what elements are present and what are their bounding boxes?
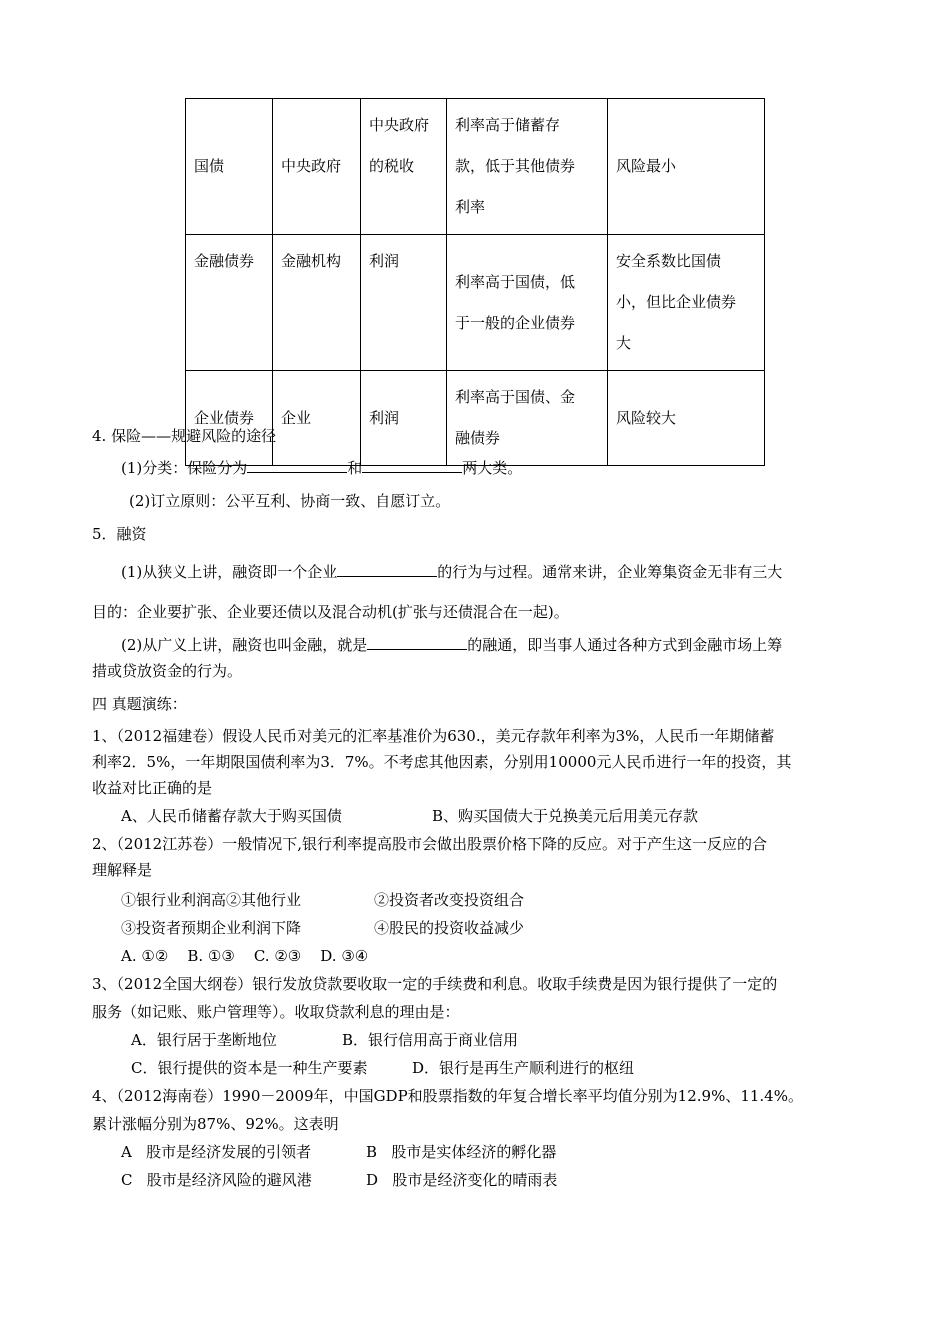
cell-line: 融债券 [455, 429, 501, 447]
cell-line: 的税收 [369, 157, 415, 175]
question-line: 利率2．5%，一年期限国债利率为3．7%。不考虑其他因素，分别用10000元人民币进行一年的投资，其 [92, 753, 792, 771]
text: (1)从狭义上讲，融资即一个企业 [121, 563, 338, 581]
option-c: C．银行提供的资本是一种生产要素 [131, 1059, 368, 1077]
cell-line: 小，但比企业债券 [616, 293, 737, 311]
section-heading: 5．融资 [92, 525, 147, 543]
paragraph-line: 措或贷放资金的行为。 [92, 662, 243, 680]
choice-item: ①银行业利润高②其他行业 [121, 891, 302, 909]
option-d: D 股市是经济变化的晴雨表 [366, 1171, 558, 1189]
cell-line: 利率高于国债，低 [455, 272, 576, 291]
option-d: D．银行是再生产顺利进行的枢纽 [412, 1059, 635, 1077]
fill-blank [362, 458, 462, 473]
question-line: 1、（2012福建卷）假设人民币对美元的汇率基准价为630.，美元存款年利率为3%，人民币一年期储蓄 [92, 727, 775, 745]
question-line: 2、（2012江苏卷）一般情况下,银行利率提高股市会做出股票价格下降的反应。对于产生这一反应的合 [92, 835, 767, 853]
text: 两大类。 [462, 459, 523, 477]
cell-line: 于一般的企业债券 [455, 313, 576, 332]
table-cell [447, 371, 608, 466]
option-b: B、购买国债大于兑换美元后用美元存款 [432, 807, 699, 825]
question-line: 3、（2012全国大纲卷）银行发放贷款要收取一定的手续费和利息。收取手续费是因为银行提供了一定的 [92, 975, 778, 993]
paragraph-line [121, 458, 522, 478]
table-row [186, 371, 765, 466]
question-line: 累计涨幅分别为87%、92%。这表明 [92, 1115, 339, 1133]
text: 和 [347, 459, 363, 477]
paragraph-line: 目的：企业要扩张、企业要还债以及混合动机(扩张与还债混合在一起)。 [92, 603, 569, 621]
table-cell [447, 235, 608, 371]
option-a: A 股市是经济发展的引领者 [121, 1143, 312, 1161]
answer-options: A. ①② B. ①③ C. ②③ D. ③④ [121, 947, 369, 965]
table-cell [361, 99, 447, 235]
choice-item: ④股民的投资收益减少 [374, 919, 525, 937]
cell-line: 利率 [455, 198, 486, 216]
choice-item: ②投资者改变投资组合 [374, 891, 525, 909]
table-cell: 企业债券 [186, 371, 273, 466]
text: 的行为与过程。通常来讲，企业筹集资金无非有三大 [437, 563, 783, 581]
option-a: A．银行居于垄断地位 [131, 1031, 277, 1049]
question-line: 理解释是 [92, 861, 153, 879]
table-cell: 中央政府 [273, 99, 361, 235]
option-c: C 股市是经济风险的避风港 [121, 1171, 312, 1189]
cell-line: 大 [616, 334, 632, 352]
table-row [186, 99, 765, 235]
table-cell: 利润 [361, 371, 447, 466]
table-cell [608, 235, 765, 371]
paragraph-line [121, 635, 782, 655]
question-line: 服务（如记账、账户管理等）。收取贷款利息的理由是： [92, 1003, 460, 1021]
cell-line: 利率高于国债、金 [455, 388, 576, 406]
table-cell: 国债 [186, 99, 273, 235]
text: (2)从广义上讲，融资也叫金融，就是 [121, 636, 368, 654]
paragraph-line: (2)订立原则：公平互利、协商一致、自愿订立。 [129, 492, 451, 510]
option-b: B．银行信用高于商业信用 [342, 1031, 519, 1049]
table-cell: 金融机构 [273, 235, 361, 371]
table-cell: 利润 [361, 235, 447, 371]
cell-line: 款，低于其他债券 [455, 157, 576, 175]
table-cell: 风险最小 [608, 99, 765, 235]
table-cell: 风险较大 [608, 371, 765, 466]
table-row [186, 235, 765, 371]
bond-comparison-table [185, 98, 765, 466]
text: (1)分类：保险分为 [121, 459, 248, 477]
choice-item: ③投资者预期企业利润下降 [121, 919, 302, 937]
cell-line: 利率高于储蓄存 [455, 116, 561, 134]
table-cell: 企业 [273, 371, 361, 466]
fill-blank [247, 458, 347, 473]
cell-line: 中央政府 [369, 116, 430, 134]
option-a: A、人民币储蓄存款大于购买国债 [121, 807, 342, 825]
table-cell [447, 99, 608, 235]
text: 的融通，即当事人通过各种方式到金融市场上筹 [467, 636, 783, 654]
table-cell: 金融债券 [186, 235, 273, 371]
section-heading: 4. 保险——规避风险的途径 [92, 427, 277, 445]
fill-blank [337, 562, 437, 577]
question-line: 收益对比正确的是 [92, 779, 213, 797]
question-line: 4、（2012海南卷）1990－2009年，中国GDP和股票指数的年复合增长率平均值分别为12.9%、11.4%。 [92, 1087, 803, 1105]
option-b: B 股市是实体经济的孵化器 [366, 1143, 557, 1161]
fill-blank [367, 635, 467, 650]
section-heading: 四 真题演练： [92, 695, 187, 713]
paragraph-line [121, 562, 782, 582]
cell-line: 安全系数比国债 [616, 252, 722, 270]
